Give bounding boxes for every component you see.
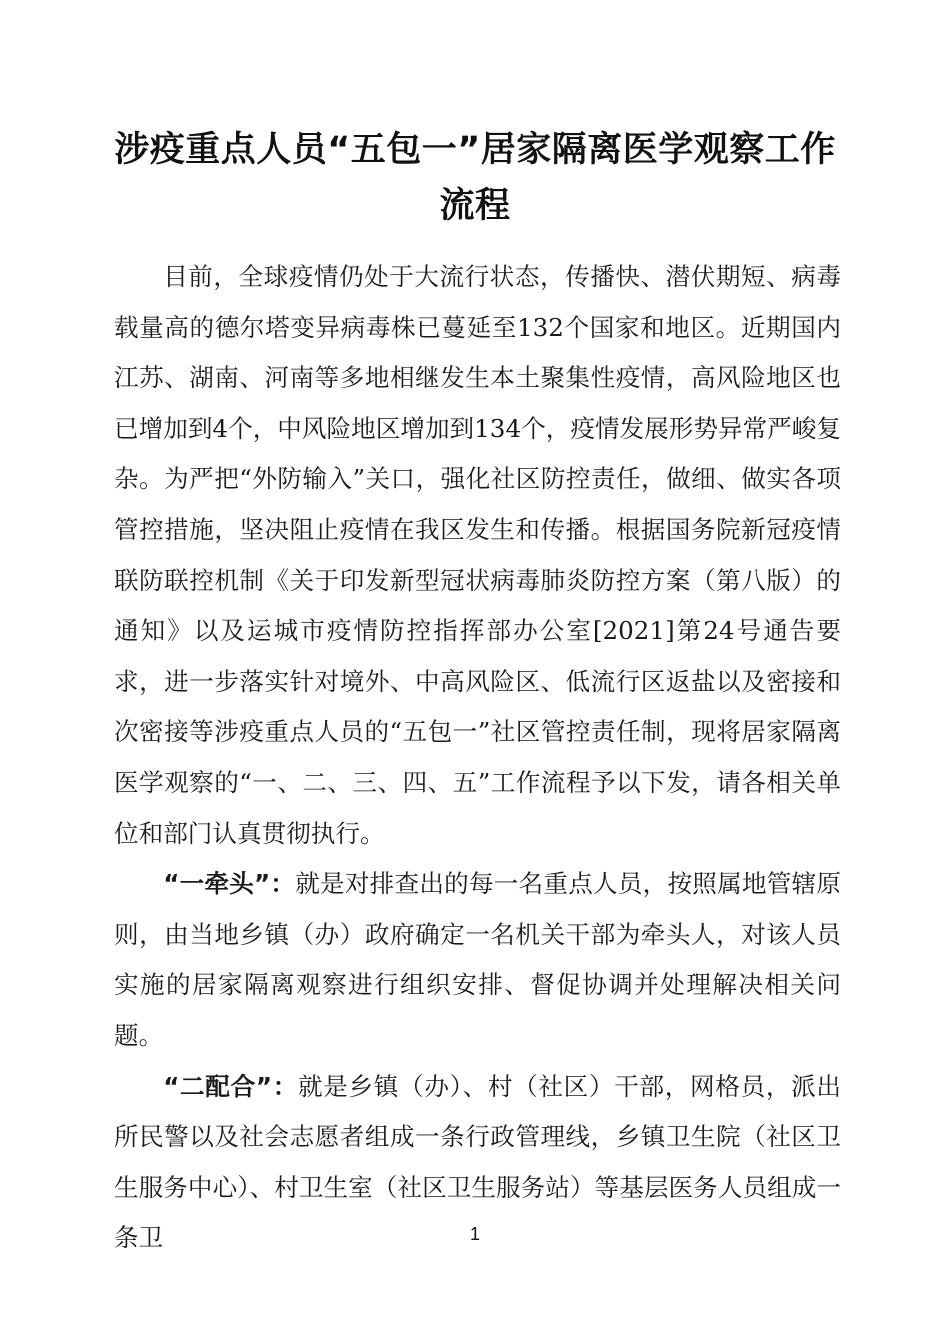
page-number: 1 — [469, 1224, 480, 1244]
paragraph-text: 目前，全球疫情仍处于大流行状态，传播快、潜伏期短、病毒载量高的德尔塔变异病毒株已蔓延至132个国家和地区。近期国内江苏、湖南、河南等多地相继发生本土聚集性疫情，高风险地区也已增加到4个，中风险地区增加到134个，疫情发展形势异常严峻复杂。为严把“外防输入”关口，强化社区防控责任，做细、做实各项管控措施，坚决阻止疫情在我区发生和传播。根据国务院新冠疫情联防联控机制《关于印发新型冠状病毒肺炎防控方案（第八版）的通知》以及运城市疫情防控指挥部办公室[2021]第24号通告要求，进一步落实针对境外、中高风险区、低流行区返盐以及密接和次密接等涉疫重点人员的“五包一”社区管控责任制，现将居家隔离医学观察的“一、二、三、四、五”工作流程予以下发，请各相关单位和部门认真贯彻执行。 — [114, 262, 841, 848]
paragraph-term: “一牵头”： — [163, 869, 296, 899]
paragraph-text: 就是乡镇（办）、村（社区）干部，网格员，派出所民警以及社会志愿者组成一条行政管理线，乡镇卫生院（社区卫生服务中心）、村卫生室（社区卫生服务站）等基层医务人员组成一条卫 — [114, 1071, 842, 1253]
paragraph-one-lead — [114, 859, 841, 1061]
paragraph-text: 就是对排查出的每一名重点人员，按照属地管辖原则，由当地乡镇（办）政府确定一名机关干部为牵头人，对该人员实施的居家隔离观察进行组织安排、督促协调并处理解决相关问题。 — [114, 869, 841, 1050]
paragraph-term: “二配合”： — [163, 1071, 298, 1101]
paragraph-intro — [114, 252, 841, 859]
document-title: 涉疫重点人员“五包一”居家隔离医学观察工作流程 — [114, 130, 836, 226]
document-body — [114, 252, 841, 1264]
